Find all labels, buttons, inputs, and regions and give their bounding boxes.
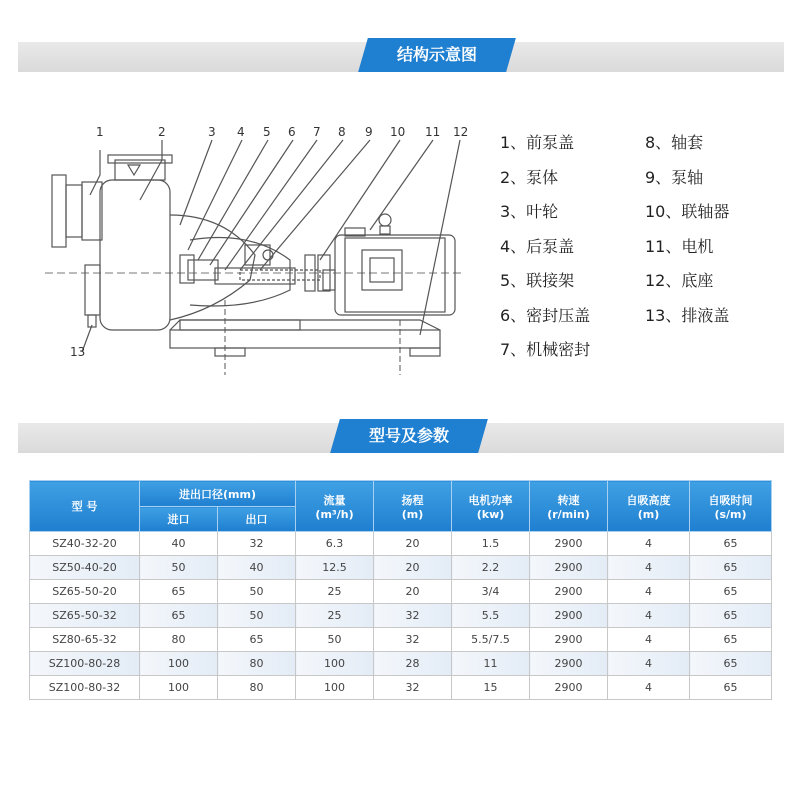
table-cell: SZ65-50-32 [30,604,140,628]
table-cell: 5.5 [452,604,530,628]
legend-item: 7、机械密封 [500,340,591,359]
table-cell: 65 [690,628,772,652]
section-banner-params [330,419,488,453]
legend-item: 13、排液盖 [645,305,730,325]
table-cell: 100 [296,676,374,700]
table-cell: 2900 [530,628,608,652]
legend-item: 3、叶轮 [500,202,559,221]
table-cell: 65 [690,532,772,556]
table-cell: 65 [690,676,772,700]
table-cell: 20 [374,532,452,556]
table-cell: 32 [374,676,452,700]
callout-13: 13 [70,345,86,359]
header-suction-height: 自吸高度 (m) [608,481,690,532]
table-cell: 15 [452,676,530,700]
header-inlet: 进口 [140,507,218,532]
header-power: 电机功率 (kw) [452,481,530,532]
table-cell: 50 [140,556,218,580]
table-cell: 32 [218,532,296,556]
callout-10: 10 [390,125,406,139]
callout-2: 2 [158,125,166,139]
callout-6: 6 [288,125,296,139]
header-suction-time: 自吸时间 (s/m) [690,481,772,532]
legend-item: 6、密封压盖 [500,305,591,325]
table-cell: 65 [140,580,218,604]
table-cell: 5.5/7.5 [452,628,530,652]
section-banner-structure [358,38,516,72]
table-cell: 65 [690,580,772,604]
table-cell: 4 [608,676,690,700]
legend-item: 5、联接架 [500,271,575,290]
table-cell: 65 [690,556,772,580]
table-cell: 65 [690,652,772,676]
table-cell: 100 [296,652,374,676]
legend-item: 8、轴套 [645,133,704,152]
header-outlet: 出口 [218,507,296,532]
callout-3: 3 [208,125,216,139]
header-head: 扬程 (m) [374,481,452,532]
table-cell: 25 [296,604,374,628]
table-cell: 65 [690,604,772,628]
table-cell: 4 [608,628,690,652]
legend-item: 12、底座 [645,271,714,290]
table-cell: 2900 [530,604,608,628]
header-port-diameter: 进出口径(mm) [140,481,296,507]
table-cell: 4 [608,556,690,580]
legend-item: 10、联轴器 [645,202,730,221]
callout-5: 5 [263,125,271,139]
table-cell: 4 [608,604,690,628]
table-cell: 2900 [530,676,608,700]
table-cell: 20 [374,556,452,580]
table-row [30,628,772,652]
table-cell: 50 [296,628,374,652]
table-cell: 80 [218,676,296,700]
table-cell: 2900 [530,532,608,556]
table-cell: 40 [218,556,296,580]
callout-1: 1 [96,125,104,139]
callout-11: 11 [425,125,441,139]
header-model: 型 号 [30,481,140,532]
table-cell: 2.2 [452,556,530,580]
table-cell: 25 [296,580,374,604]
table-cell: SZ50-40-20 [30,556,140,580]
table-cell: SZ40-32-20 [30,532,140,556]
table-cell: 32 [374,628,452,652]
table-cell: 11 [452,652,530,676]
table-row [30,652,772,676]
table-cell: 50 [218,604,296,628]
table-cell: 1.5 [452,532,530,556]
table-cell: 65 [140,604,218,628]
spec-table [29,480,772,700]
table-cell: 28 [374,652,452,676]
legend-item: 1、前泵盖 [500,133,575,152]
table-cell: 80 [140,628,218,652]
callout-9: 9 [365,125,373,139]
table-cell: 100 [140,676,218,700]
callout-12: 12 [453,125,469,139]
table-cell: 3/4 [452,580,530,604]
table-cell: 100 [140,652,218,676]
parts-legend-right [645,133,729,340]
table-cell: 2900 [530,580,608,604]
table-cell: SZ65-50-20 [30,580,140,604]
table-cell: 2900 [530,652,608,676]
table-cell: 80 [218,652,296,676]
table-cell: SZ100-80-28 [30,652,140,676]
callout-7: 7 [313,125,321,139]
table-cell: 4 [608,532,690,556]
table-row [30,676,772,700]
pump-structure-diagram [40,120,480,380]
header-speed: 转速 (r/min) [530,481,608,532]
table-row [30,604,772,628]
legend-item: 2、泵体 [500,167,559,187]
table-row [30,556,772,580]
section-title-params: 型号及参数 [368,426,449,445]
table-row [30,532,772,556]
header-flow: 流量 (m³/h) [296,481,374,532]
table-cell: 4 [608,580,690,604]
callout-4: 4 [237,125,245,139]
legend-item: 9、泵轴 [645,167,704,187]
callout-8: 8 [338,125,346,139]
table-cell: 2900 [530,556,608,580]
legend-item: 11、电机 [645,236,714,256]
table-cell: SZ80-65-32 [30,628,140,652]
table-cell: 4 [608,652,690,676]
table-cell: 40 [140,532,218,556]
parts-legend-left [500,133,590,375]
table-cell: 12.5 [296,556,374,580]
table-cell: 6.3 [296,532,374,556]
table-cell: SZ100-80-32 [30,676,140,700]
table-cell: 32 [374,604,452,628]
table-cell: 20 [374,580,452,604]
table-cell: 65 [218,628,296,652]
section-title-structure: 结构示意图 [396,45,477,64]
table-cell: 50 [218,580,296,604]
legend-item: 4、后泵盖 [500,236,575,256]
table-row [30,580,772,604]
